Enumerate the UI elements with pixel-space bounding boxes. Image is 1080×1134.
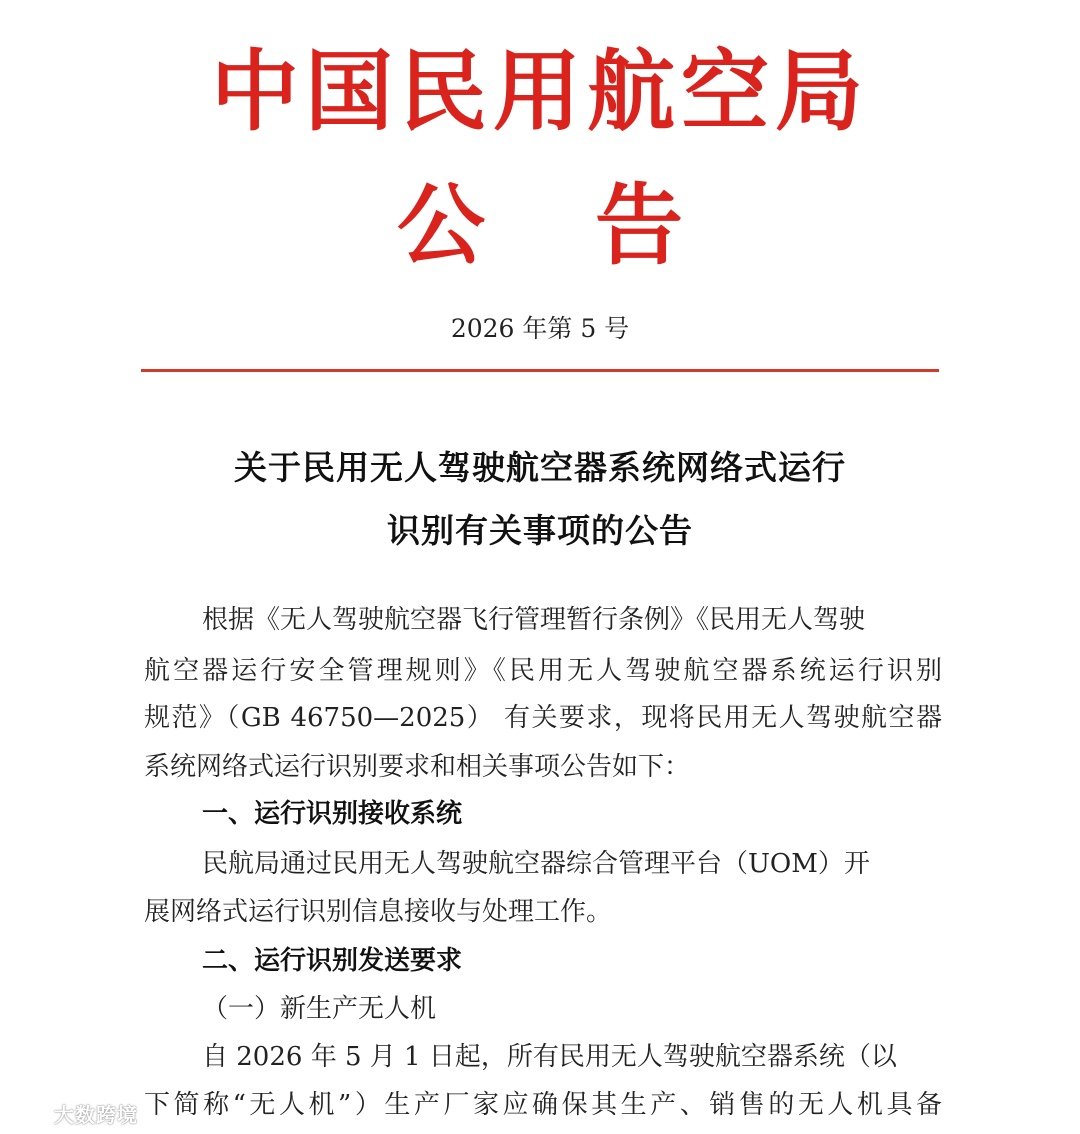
intro-line-2: 航空器运行安全管理规则》《民用无人驾驶航空器系统运行识别 bbox=[144, 656, 942, 686]
red-divider bbox=[141, 369, 939, 372]
watermark bbox=[8, 1098, 138, 1128]
subsection-1-heading: （一）新生产无人机 bbox=[202, 994, 437, 1024]
document-title-line-1: 关于民用无人驾驶航空器系统网络式运行 bbox=[234, 448, 846, 487]
organization-name: 中国民用航空局 bbox=[210, 40, 869, 143]
section-1-line-1: 民航局通过民用无人驾驶航空器综合管理平台（UOM）开 bbox=[202, 849, 870, 879]
notice-label: 公告 bbox=[396, 174, 793, 277]
watermark-text: 大数跨境 bbox=[54, 1102, 138, 1127]
section-1-line-2: 展网络式运行识别信息接收与处理工作。 bbox=[144, 897, 613, 927]
intro-line-1: 根据《无人驾驶航空器飞行管理暂行条例》《民用无人驾驶 bbox=[202, 605, 866, 635]
document-title-line-2: 识别有关事项的公告 bbox=[387, 511, 693, 550]
chat-bubble-logo-icon bbox=[8, 1101, 48, 1125]
section-1-heading: 一、运行识别接收系统 bbox=[202, 799, 463, 829]
document-number: 2026 年第 5 号 bbox=[450, 314, 630, 343]
section-2-heading: 二、运行识别发送要求 bbox=[202, 946, 463, 976]
intro-line-3: 规范》（GB 46750—2025） 有关要求，现将民用无人驾驶航空器 bbox=[144, 703, 942, 733]
subsection-1-line-2: 下简称“无人机”）生产厂家应确保其生产、销售的无人机具备 bbox=[144, 1090, 942, 1120]
intro-line-4: 系统网络式运行识别要求和相关事项公告如下： bbox=[144, 752, 691, 782]
subsection-1-line-1: 自 2026 年 5 月 1 日起，所有民用无人驾驶航空器系统（以 bbox=[202, 1042, 897, 1072]
